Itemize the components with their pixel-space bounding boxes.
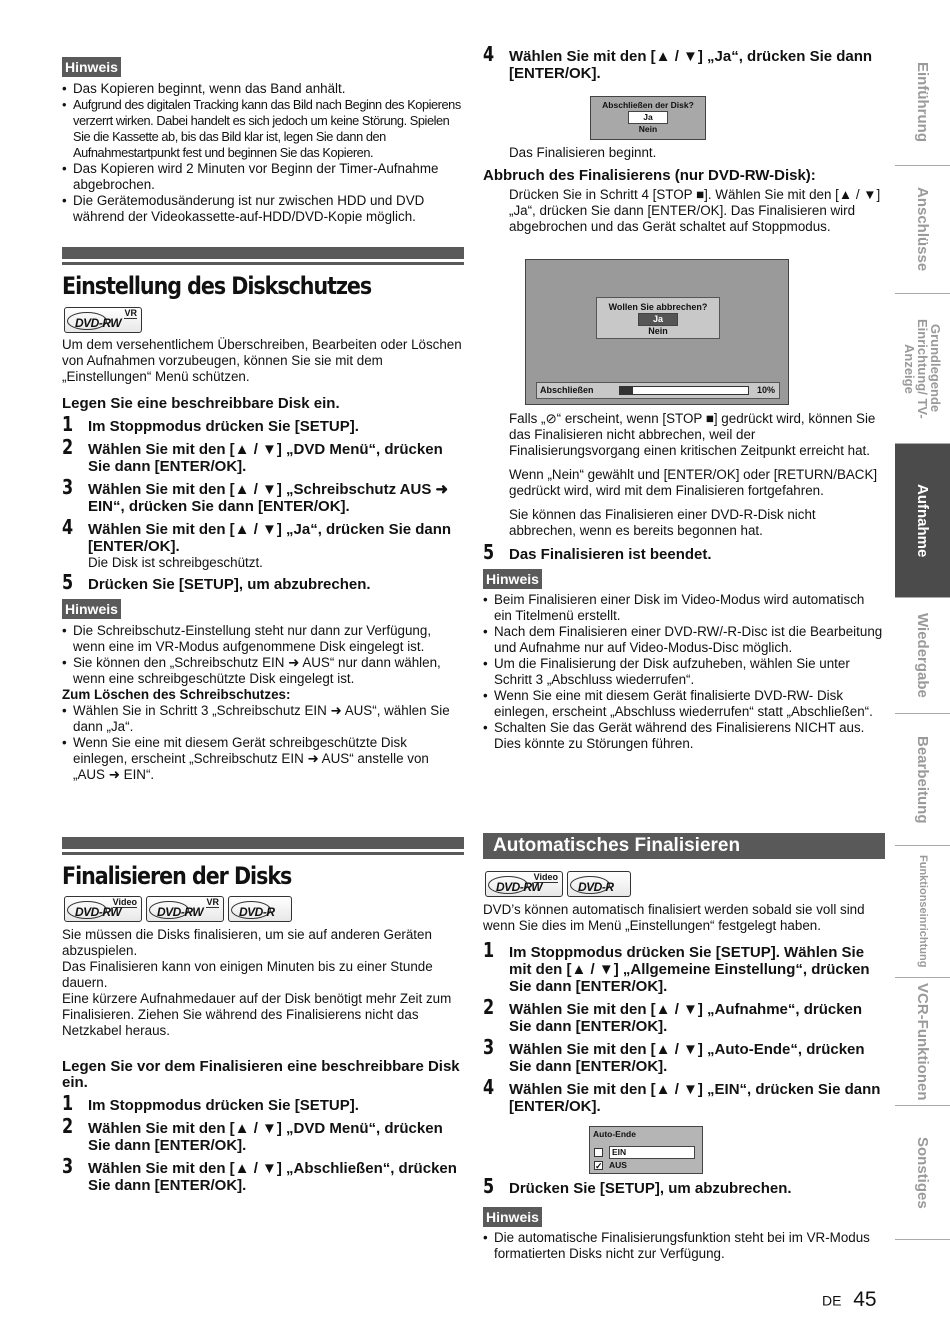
tab-bearbeitung[interactable]: Bearbeitung bbox=[895, 714, 950, 846]
checkbox-ein[interactable] bbox=[594, 1148, 603, 1157]
progress-fill bbox=[620, 387, 633, 394]
hinweis-label: Hinweis bbox=[483, 1207, 542, 1227]
tab-aufnahme[interactable]: Aufnahme bbox=[895, 444, 950, 598]
note-item: • Das Kopieren wird 2 Minuten vor Beginn der Timer-Aufnahme abgebrochen. bbox=[62, 161, 464, 193]
disc-logos: Video DVD-RW VR DVD-RW DVD-R bbox=[64, 896, 296, 922]
page-number: 45 bbox=[853, 1288, 877, 1312]
diskschutz-intro: Um dem versehentlichem Überschreiben, Bearbeiten oder Löschen von Aufnahmen vorzubeugen, können Sie sie mit dem „Einstellungen“ Menü schützen. bbox=[62, 337, 462, 384]
abort-dialog bbox=[596, 297, 720, 339]
step-1: 1 Im Stoppmodus drücken Sie [SETUP]. bbox=[62, 1091, 359, 1115]
dialog-title: Auto-Ende bbox=[593, 1129, 636, 1139]
disc-logo-dvd-rw-vr: VR DVD-RW bbox=[64, 307, 146, 337]
step-3: 3 Wählen Sie mit den [▲ / ▼] „Abschließen“, drücken Sie dann [ENTER/OK]. bbox=[62, 1154, 457, 1194]
step-5: 5 Drücken Sie [SETUP], um abzubrechen. bbox=[62, 570, 371, 594]
final-intro-2: Das Finalisieren kann von einigen Minuten bis zu einer Stunde dauern. bbox=[62, 959, 433, 990]
option-ein[interactable]: EIN bbox=[609, 1146, 695, 1159]
tab-funktionseinrichtung[interactable]: Funktionseinrichtung bbox=[895, 846, 950, 978]
step-4: 4 Wählen Sie mit den [▲ / ▼] „Ja“, drücken Sie dann [ENTER/OK]. bbox=[483, 42, 873, 82]
section-rule bbox=[62, 852, 464, 855]
tab-grundlegende-einrichtung[interactable]: Grundlegende Einrichtung/ TV-Anzeige bbox=[895, 294, 950, 444]
auto-end-dialog bbox=[589, 1126, 703, 1174]
progress-track bbox=[619, 386, 749, 395]
option-no[interactable]: Nein bbox=[638, 124, 658, 134]
disc-logos: Video DVD-RW DVD-R bbox=[485, 871, 635, 897]
step-1: 1 Im Stoppmodus drücken Sie [SETUP]. bbox=[62, 412, 359, 436]
note-item: • Um die Finalisierung der Disk aufzuheben, wählen Sie unter Schritt 3 „Abschluss wiederrufen“. bbox=[483, 656, 885, 688]
diskschutz-lead: Legen Sie eine beschreibbare Disk ein. bbox=[62, 395, 340, 412]
step-2: 2 Wählen Sie mit den [▲ / ▼] „DVD Menü“, drücken Sie dann [ENTER/OK]. bbox=[62, 435, 443, 475]
step-4: 4 Wählen Sie mit den [▲ / ▼] „Ja“, drücken Sie dann [ENTER/OK]. bbox=[62, 515, 452, 555]
step-1: 1 Im Stoppmodus drücken Sie [SETUP]. Wählen Sie mit den [▲ / ▼] „Allgemeine Einstellung“, drücken Sie dann [ENTER/OK]. bbox=[483, 938, 870, 995]
section-title: Einstellung des Diskschutzes bbox=[62, 272, 372, 300]
note-item: • Die Schreibschutz-Einstellung steht nur dann zur Verfügung, wenn eine im VR-Modus aufgenommene Disk eingelegt ist. bbox=[62, 623, 462, 655]
abort-text: Drücken Sie in Schritt 4 [STOP ■]. Wählen Sie mit den [▲ / ▼] „Ja“, drücken Sie dann [ENTER/OK]. Das Finalisieren wird abgebrochen und das Gerät schaltet auf Stoppmodus. bbox=[509, 187, 881, 234]
hinweis-label: Hinweis bbox=[62, 57, 121, 77]
section-rule bbox=[62, 247, 464, 259]
final-notes bbox=[483, 592, 885, 752]
auto-notes bbox=[483, 1230, 885, 1262]
progress-bar bbox=[536, 382, 780, 399]
remove-notes bbox=[62, 703, 462, 783]
tab-vcr-funktionen[interactable]: VCR-Funktionen bbox=[895, 978, 950, 1106]
note-item: • Das Kopieren beginnt, wenn das Band anhält. bbox=[62, 81, 464, 97]
note-item: • Die Gerätemodusänderung ist nur zwischen HDD und DVD während der Videokassette-auf-HDD/DVD-Kopie möglich. bbox=[62, 193, 464, 225]
option-yes[interactable]: Ja bbox=[638, 313, 678, 326]
abort-p3: Sie können das Finalisieren einer DVD-R-Disk nicht abbrechen, wenn es bereits begonnen hat. bbox=[509, 507, 816, 538]
section-rule bbox=[62, 262, 464, 265]
tab-sonstiges[interactable]: Sonstiges bbox=[895, 1106, 950, 1240]
option-no[interactable]: Nein bbox=[648, 326, 668, 336]
step-4: 4 Wählen Sie mit den [▲ / ▼] „EIN“, drücken Sie dann [ENTER/OK]. bbox=[483, 1075, 881, 1115]
footer-lang: DE bbox=[822, 1292, 842, 1309]
final-intro-1: Sie müssen die Disks finalisieren, um sie auf anderen Geräten abzuspielen. bbox=[62, 927, 432, 958]
tab-wiedergabe[interactable]: Wiedergabe bbox=[895, 598, 950, 714]
note-item: • Beim Finalisieren einer Disk im Video-Modus wird automatisch ein Titelmenü erstellt. bbox=[483, 592, 885, 624]
abort-screen bbox=[525, 259, 789, 405]
progress-label: Abschließen bbox=[540, 385, 594, 395]
option-yes[interactable]: Ja bbox=[628, 111, 667, 124]
dialog-title: Wollen Sie abbrechen? bbox=[608, 302, 708, 312]
abort-head: Abbruch des Finalisierens (nur DVD-RW-Disk): bbox=[483, 167, 816, 184]
note-item: • Wenn Sie eine mit diesem Gerät finalisierte DVD-RW- Disk einlegen, erscheint „Abschluss wiederrufen“ statt „Abschließen“. bbox=[483, 688, 885, 720]
section-title: Finalisieren der Disks bbox=[62, 862, 292, 890]
note-item: • Die automatische Finalisierungsfunktion steht bei im VR-Modus formatierten Disks nicht zur Verfügung. bbox=[483, 1230, 885, 1262]
final-lead: Legen Sie vor dem Finalisieren eine beschreibbare Disk ein. bbox=[62, 1058, 460, 1091]
step-3: 3 Wählen Sie mit den [▲ / ▼] „Schreibschutz AUS ➜ EIN“, drücken Sie dann [ENTER/OK]. bbox=[62, 475, 449, 515]
auto-title: Automatisches Finalisieren bbox=[483, 833, 885, 859]
finalize-dialog bbox=[590, 96, 706, 140]
hinweis-label: Hinweis bbox=[483, 569, 542, 589]
note-item: • Wählen Sie in Schritt 3 „Schreibschutz EIN ➜ AUS“, wählen Sie dann „Ja“. bbox=[62, 703, 462, 735]
auto-intro: DVD’s können automatisch finalisiert werden sobald sie voll sind wenn Sie dies im Menü „Einstellungen“ festgelegt haben. bbox=[483, 902, 865, 933]
step-4-sub: Das Finalisieren beginnt. bbox=[509, 145, 657, 160]
remove-head: Zum Löschen des Schreibschutzes: bbox=[62, 687, 291, 702]
step-4-sub: Die Disk ist schreibgeschützt. bbox=[88, 555, 263, 570]
step-2: 2 Wählen Sie mit den [▲ / ▼] „Aufnahme“, drücken Sie dann [ENTER/OK]. bbox=[483, 995, 863, 1035]
step-2: 2 Wählen Sie mit den [▲ / ▼] „DVD Menü“, drücken Sie dann [ENTER/OK]. bbox=[62, 1114, 443, 1154]
page-footer bbox=[822, 1288, 877, 1312]
step-5: 5 Das Finalisieren ist beendet. bbox=[483, 540, 712, 564]
diskschutz-notes bbox=[62, 623, 462, 687]
hinweis-label: Hinweis bbox=[62, 599, 121, 619]
step-3: 3 Wählen Sie mit den [▲ / ▼] „Auto-Ende“, drücken Sie dann [ENTER/OK]. bbox=[483, 1035, 865, 1075]
section-rule bbox=[62, 837, 464, 849]
note-item: • Wenn Sie eine mit diesem Gerät schreibgeschützte Disk einlegen, erscheint „Schreibschutz EIN ➜ AUS“ anstelle von „AUS ➜ EIN“. bbox=[62, 735, 462, 783]
checkbox-aus-checked[interactable]: ✓ bbox=[595, 1161, 603, 1171]
tab-einfuehrung[interactable]: Einführung bbox=[895, 38, 950, 166]
top-notes bbox=[62, 81, 464, 225]
note-item: • Nach dem Finalisieren einer DVD-RW/-R-Disc ist die Bearbeitung und Aufnahme nur auf Video-Modus-Disc möglich. bbox=[483, 624, 885, 656]
abort-p1: Falls „⊘“ erscheint, wenn [STOP ■] gedrückt wird, können Sie das Finalisieren nicht abbrechen, weil der Finalisierungsvorgang einen kritischen Zeitpunkt erreicht hat. bbox=[509, 411, 876, 458]
step-5: 5 Drücken Sie [SETUP], um abzubrechen. bbox=[483, 1174, 792, 1198]
note-item: • Sie können den „Schreibschutz EIN ➜ AUS“ nur dann wählen, wenn eine schreibgeschützte Disk eingelegt ist. bbox=[62, 655, 462, 687]
final-intro-3: Eine kürzere Aufnahmedauer auf der Disk benötigt mehr Zeit zum Finalisieren. Ziehen Sie während des Finalisierens nicht das Netzkabel heraus. bbox=[62, 991, 452, 1038]
option-aus[interactable]: AUS bbox=[609, 1160, 627, 1170]
progress-percent: 10% bbox=[756, 385, 775, 395]
note-item: • Aufgrund des digitalen Tracking kann das Bild nach Beginn des Kopierens verzerrt wirken. Dabei handelt es sich jedoch um keine Störung. Spielen Sie die Kassette ab, bis das Bild klar ist, legen Sie dann den Aufnahmestartpunkt fest und beginnen Sie das Kopieren. bbox=[62, 97, 464, 161]
tab-anschluesse[interactable]: Anschlüsse bbox=[895, 166, 950, 294]
abort-p2: Wenn „Nein“ gewählt und [ENTER/OK] oder [RETURN/BACK] gedrückt wird, wird mit dem Finalisieren fortgefahren. bbox=[509, 467, 878, 498]
dialog-title: Abschließen der Disk? bbox=[602, 100, 694, 110]
note-item: • Schalten Sie das Gerät während des Finalisierens NICHT aus. Dies könnte zu Störungen führen. bbox=[483, 720, 885, 752]
